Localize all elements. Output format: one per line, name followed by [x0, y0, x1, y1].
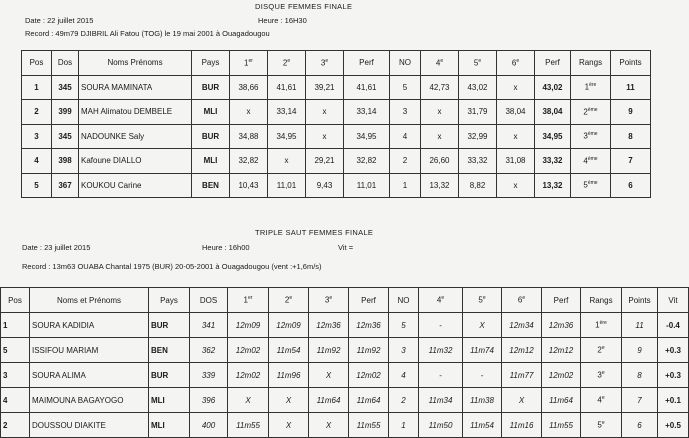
discus-table-cell: SOURA MAMINATA	[79, 75, 192, 100]
triple-table-cell: 2	[389, 388, 419, 413]
triple-table-cell: ISSIFOU MARIAM	[30, 338, 149, 363]
discus-table-cell: 13,32	[421, 173, 459, 198]
triple-header-cell: Points	[622, 288, 658, 313]
triple-table-cell: 4	[389, 363, 419, 388]
triple-header-cell: Perf	[349, 288, 389, 313]
discus-table-cell: 7	[611, 149, 651, 174]
triple-record: Record : 13m63 OUABA Chantal 1975 (BUR) 20-05-2001 à Ouagadougou (vent :+1,6m/s)	[22, 262, 322, 271]
triple-table-cell: 3	[1, 363, 30, 388]
discus-table-cell: Kafoune DIALLO	[79, 149, 192, 174]
triple-table-cell: X	[228, 388, 269, 413]
discus-table-cell: MLI	[192, 100, 230, 125]
triple-table-cell: 11m55	[349, 413, 389, 438]
triple-table-cell: -	[463, 363, 502, 388]
discus-header-cell: 4e	[421, 51, 459, 76]
discus-table-cell: 33,32	[459, 149, 497, 174]
triple-header-cell: 6e	[502, 288, 542, 313]
triple-header-cell: Pays	[149, 288, 190, 313]
triple-table-row	[1, 313, 689, 338]
discus-table-cell: 1	[390, 173, 421, 198]
triple-header-cell: Noms et Prénoms	[30, 288, 149, 313]
triple-table-cell: 11m38	[463, 388, 502, 413]
discus-table-cell: MAH Alimatou DEMBELE	[79, 100, 192, 125]
triple-table-row	[1, 388, 689, 413]
triple-table-cell: 1ère	[581, 313, 622, 338]
triple-table-cell: 12m12	[542, 338, 581, 363]
triple-table-cell: 11m55	[542, 413, 581, 438]
discus-table-cell: x	[306, 124, 344, 149]
discus-table-cell: 41,61	[268, 75, 306, 100]
triple-table-cell: BUR	[149, 313, 190, 338]
triple-table-cell: +0.1	[658, 388, 689, 413]
triple-table-cell: 11m64	[309, 388, 349, 413]
discus-header-cell: Pos	[22, 51, 52, 76]
triple-table-row	[1, 338, 689, 363]
discus-table-cell: 8,82	[459, 173, 497, 198]
triple-table-cell: 400	[190, 413, 228, 438]
discus-table-cell: 2ème	[571, 100, 611, 125]
triple-table-cell: +0.3	[658, 338, 689, 363]
triple-table-cell: -	[419, 313, 463, 338]
triple-table-cell: 11m77	[502, 363, 542, 388]
discus-header-cell: Rangs	[571, 51, 611, 76]
triple-table-cell: 11m50	[419, 413, 463, 438]
discus-table-cell: 38,66	[230, 75, 268, 100]
discus-table-cell: 31,08	[497, 149, 535, 174]
discus-table-cell: 41,61	[344, 75, 390, 100]
discus-table-cell: 4ème	[571, 149, 611, 174]
discus-header-cell: Points	[611, 51, 651, 76]
triple-table-cell: X	[463, 313, 502, 338]
triple-table-cell: +0.5	[658, 413, 689, 438]
triple-table-cell: 11m54	[463, 413, 502, 438]
triple-vit: Vit =	[338, 243, 354, 252]
triple-table-cell: -0.4	[658, 313, 689, 338]
triple-table-cell: 12m09	[269, 313, 309, 338]
triple-table-cell: 12m34	[502, 313, 542, 338]
discus-table-cell: 34,95	[535, 124, 571, 149]
triple-table-cell: 3	[389, 338, 419, 363]
triple-table-cell: 396	[190, 388, 228, 413]
triple-table-cell: 11m64	[349, 388, 389, 413]
discus-table-cell: 3	[390, 100, 421, 125]
discus-table-cell: 31,79	[459, 100, 497, 125]
discus-table-cell: 5ème	[571, 173, 611, 198]
discus-table-row	[22, 100, 651, 125]
triple-table-cell: BUR	[149, 363, 190, 388]
discus-table-cell: 1	[22, 75, 52, 100]
triple-table-cell: 11m34	[419, 388, 463, 413]
discus-table-cell: 29,21	[306, 149, 344, 174]
discus-table-cell: 4	[22, 149, 52, 174]
discus-table-cell: 2	[22, 100, 52, 125]
discus-table-cell: 5	[22, 173, 52, 198]
discus-header-cell: Dos	[52, 51, 79, 76]
discus-header-cell: 5e	[459, 51, 497, 76]
discus-table-cell: x	[306, 100, 344, 125]
discus-table-cell: 8	[611, 124, 651, 149]
triple-title: TRIPLE SAUT FEMMES FINALE	[255, 228, 374, 237]
discus-header-cell: 2e	[268, 51, 306, 76]
discus-header-cell: 1er	[230, 51, 268, 76]
discus-header-cell: 6e	[497, 51, 535, 76]
discus-date: Date : 22 juillet 2015	[25, 16, 94, 25]
triple-header-cell: Perf	[542, 288, 581, 313]
triple-results-table	[0, 287, 689, 438]
discus-table-cell: 1ère	[571, 75, 611, 100]
discus-table-cell: BEN	[192, 173, 230, 198]
triple-table-cell: X	[309, 363, 349, 388]
triple-table-cell: 4	[1, 388, 30, 413]
discus-header-cell: 3e	[306, 51, 344, 76]
discus-table-cell: x	[497, 124, 535, 149]
triple-table-cell: 12m36	[542, 313, 581, 338]
discus-table-row	[22, 149, 651, 174]
discus-table-cell: 3ème	[571, 124, 611, 149]
discus-table-cell: 33,32	[535, 149, 571, 174]
triple-table-cell: 11m96	[269, 363, 309, 388]
discus-table-cell: KOUKOU Carine	[79, 173, 192, 198]
discus-header-cell: Noms Prénoms	[79, 51, 192, 76]
discus-table-cell: x	[497, 173, 535, 198]
discus-table-cell: 32,99	[459, 124, 497, 149]
discus-table-cell: 33,14	[268, 100, 306, 125]
triple-table-cell: 11m55	[228, 413, 269, 438]
triple-table-cell: +0.3	[658, 363, 689, 388]
triple-table-cell: 2	[1, 413, 30, 438]
discus-header-cell: Perf	[344, 51, 390, 76]
discus-table-cell: 9,43	[306, 173, 344, 198]
discus-header-cell: NO	[390, 51, 421, 76]
triple-table-cell: -	[419, 363, 463, 388]
triple-table-cell: 2e	[581, 338, 622, 363]
discus-table-cell: 9	[611, 100, 651, 125]
discus-table-cell: 39,21	[306, 75, 344, 100]
triple-table-cell: 11m92	[309, 338, 349, 363]
discus-table-cell: 32,82	[344, 149, 390, 174]
discus-table-cell: 6	[611, 173, 651, 198]
discus-table-cell: 26,60	[421, 149, 459, 174]
triple-table-cell: X	[269, 388, 309, 413]
discus-table-cell: 33,14	[344, 100, 390, 125]
discus-table-cell: x	[268, 149, 306, 174]
discus-table-cell: 34,95	[268, 124, 306, 149]
discus-table-cell: x	[497, 75, 535, 100]
discus-table-cell: BUR	[192, 75, 230, 100]
triple-table-cell: 1	[1, 313, 30, 338]
triple-table-cell: 5	[1, 338, 30, 363]
triple-header-cell: 3e	[309, 288, 349, 313]
triple-table-cell: 11m92	[349, 338, 389, 363]
discus-table-cell: 11	[611, 75, 651, 100]
triple-table-cell: 12m36	[349, 313, 389, 338]
triple-table-cell: DOUSSOU DIAKITE	[30, 413, 149, 438]
triple-table-cell: MLI	[149, 413, 190, 438]
discus-table-cell: 43,02	[459, 75, 497, 100]
discus-table-cell: NADOUNKE Saly	[79, 124, 192, 149]
triple-table-cell: 12m36	[309, 313, 349, 338]
triple-table-cell: X	[502, 388, 542, 413]
triple-table-cell: X	[309, 413, 349, 438]
discus-header-cell: Pays	[192, 51, 230, 76]
triple-header-cell: Rangs	[581, 288, 622, 313]
discus-header-row	[22, 51, 651, 76]
discus-table-cell: 38,04	[497, 100, 535, 125]
triple-header-cell: Vit	[658, 288, 689, 313]
triple-table-cell: 12m12	[502, 338, 542, 363]
discus-table-row	[22, 124, 651, 149]
triple-heure: Heure : 16h00	[202, 243, 250, 252]
triple-table-cell: 8	[622, 363, 658, 388]
discus-table-row	[22, 173, 651, 198]
triple-table-cell: 7	[622, 388, 658, 413]
discus-header-cell: Perf	[535, 51, 571, 76]
triple-table-cell: MAIMOUNA BAGAYOGO	[30, 388, 149, 413]
triple-table-cell: SOURA KADIDIA	[30, 313, 149, 338]
discus-table-cell: MLI	[192, 149, 230, 174]
triple-table-cell: 339	[190, 363, 228, 388]
triple-header-cell: 4e	[419, 288, 463, 313]
triple-table-cell: 11	[622, 313, 658, 338]
triple-table-cell: BEN	[149, 338, 190, 363]
discus-table-cell: 10,43	[230, 173, 268, 198]
discus-table-cell: 13,32	[535, 173, 571, 198]
discus-table-cell: 34,88	[230, 124, 268, 149]
discus-table-cell: 399	[52, 100, 79, 125]
triple-header-row	[1, 288, 689, 313]
discus-table-cell: x	[421, 100, 459, 125]
discus-table-cell: 2	[390, 149, 421, 174]
triple-table-cell: 11m16	[502, 413, 542, 438]
triple-table-cell: 4e	[581, 388, 622, 413]
triple-table-cell: 341	[190, 313, 228, 338]
discus-table-cell: 32,82	[230, 149, 268, 174]
triple-table-cell: SOURA ALIMA	[30, 363, 149, 388]
triple-table-cell: 11m74	[463, 338, 502, 363]
triple-table-cell: 12m02	[349, 363, 389, 388]
triple-table-cell: 9	[622, 338, 658, 363]
triple-header-cell: 2e	[269, 288, 309, 313]
triple-table-cell: 12m02	[542, 363, 581, 388]
discus-table-row	[22, 75, 651, 100]
triple-table-cell: MLI	[149, 388, 190, 413]
triple-table-cell: 5e	[581, 413, 622, 438]
triple-table-cell: 3e	[581, 363, 622, 388]
discus-results-table	[21, 50, 651, 198]
discus-record: Record : 49m79 DJIBRIL Ali Fatou (TOG) le 19 mai 2001 à Ouagadougou	[25, 29, 270, 38]
triple-table-cell: 11m54	[269, 338, 309, 363]
discus-table-cell: 5	[390, 75, 421, 100]
discus-table-cell: 11,01	[268, 173, 306, 198]
triple-table-cell: 5	[389, 313, 419, 338]
discus-table-cell: x	[230, 100, 268, 125]
discus-table-cell: 3	[22, 124, 52, 149]
triple-table-cell: 1	[389, 413, 419, 438]
triple-header-cell: 1er	[228, 288, 269, 313]
discus-table-cell: 345	[52, 75, 79, 100]
discus-table-cell: x	[421, 124, 459, 149]
triple-table-row	[1, 363, 689, 388]
discus-table-cell: 43,02	[535, 75, 571, 100]
triple-table-cell: X	[269, 413, 309, 438]
triple-header-cell: DOS	[190, 288, 228, 313]
discus-table-cell: BUR	[192, 124, 230, 149]
discus-table-cell: 4	[390, 124, 421, 149]
discus-table-cell: 367	[52, 173, 79, 198]
triple-table-row	[1, 413, 689, 438]
triple-table-cell: 12m09	[228, 313, 269, 338]
triple-table-cell: 11m64	[542, 388, 581, 413]
triple-table-cell: 11m32	[419, 338, 463, 363]
discus-table-cell: 11,01	[344, 173, 390, 198]
triple-header-cell: 5e	[463, 288, 502, 313]
triple-date: Date : 23 juillet 2015	[22, 243, 91, 252]
discus-table-cell: 34,95	[344, 124, 390, 149]
triple-table-cell: 6	[622, 413, 658, 438]
triple-header-cell: NO	[389, 288, 419, 313]
triple-table-cell: 362	[190, 338, 228, 363]
triple-header-cell: Pos	[1, 288, 30, 313]
discus-title: DISQUE FEMMES FINALE	[255, 2, 353, 11]
triple-table-cell: 12m02	[228, 363, 269, 388]
discus-table-cell: 42,73	[421, 75, 459, 100]
discus-table-cell: 38,04	[535, 100, 571, 125]
triple-table-cell: 12m02	[228, 338, 269, 363]
discus-table-cell: 345	[52, 124, 79, 149]
discus-table-cell: 398	[52, 149, 79, 174]
discus-heure: Heure : 16H30	[258, 16, 307, 25]
